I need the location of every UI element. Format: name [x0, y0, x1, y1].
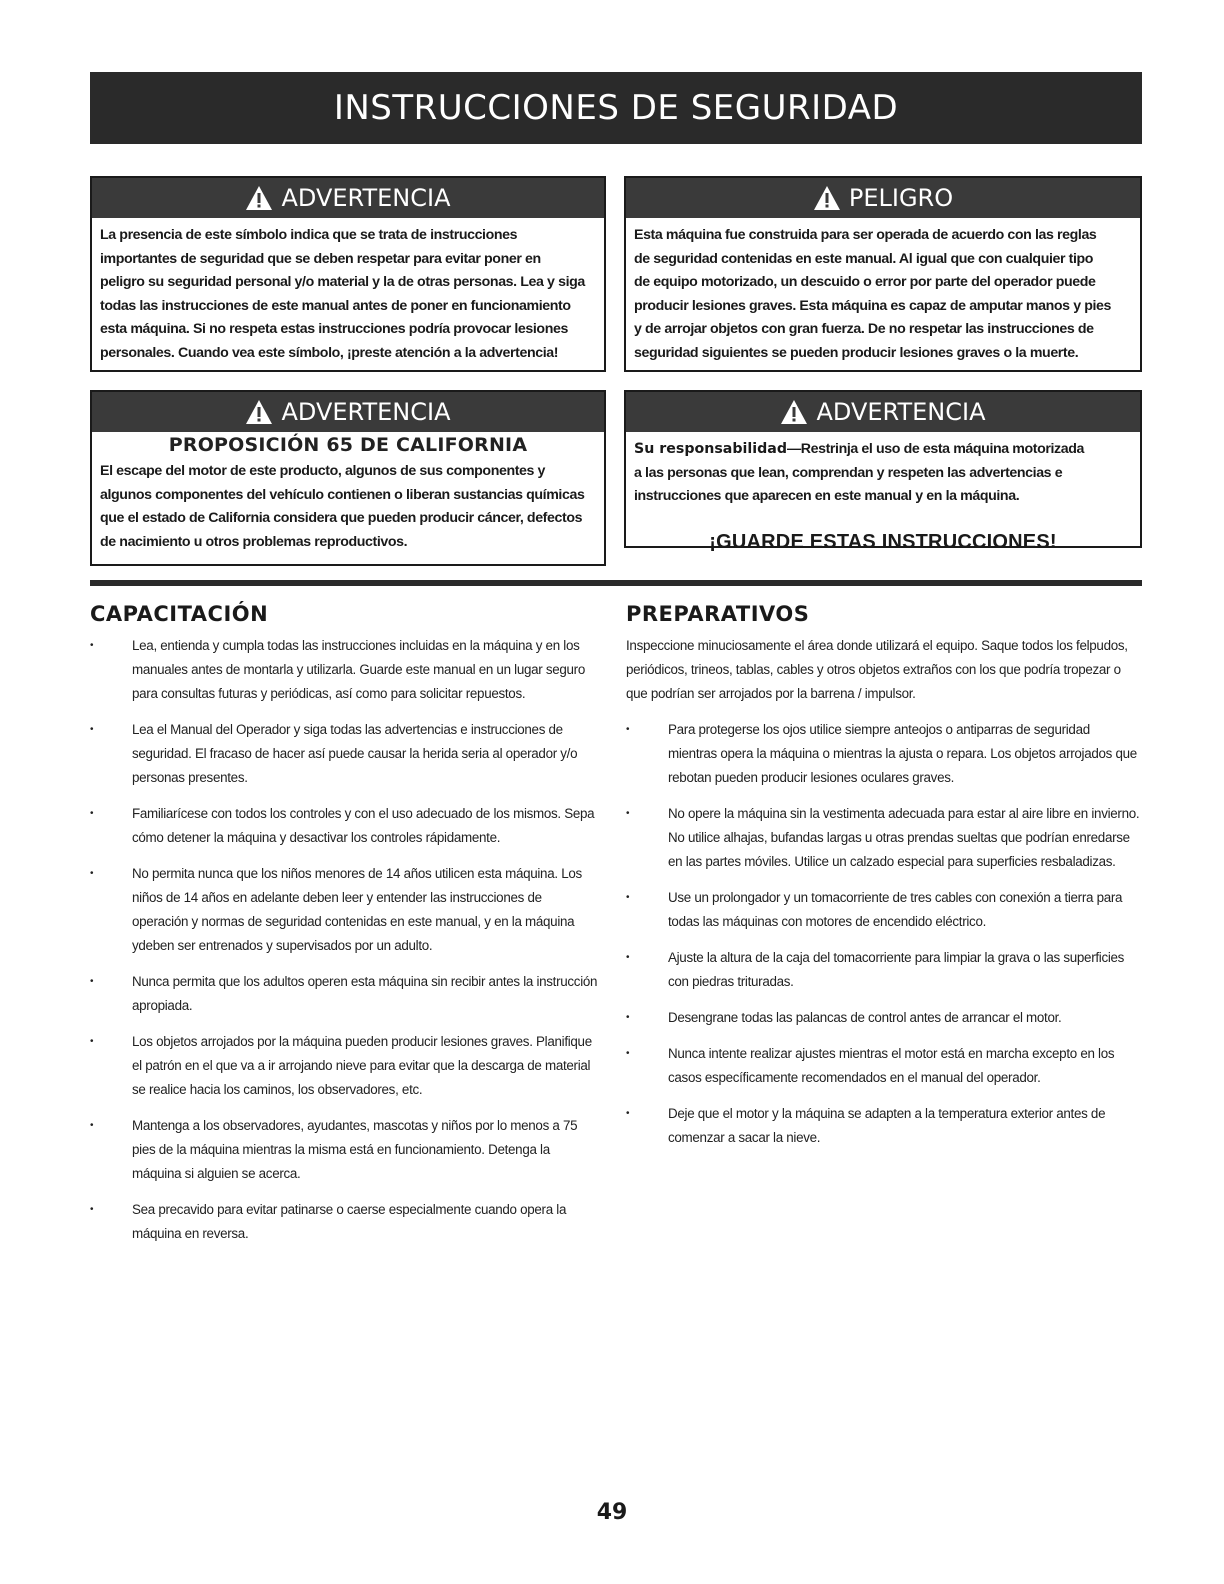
prop65-text [92, 460, 604, 560]
text-line: instrucciones que aparecen en este manual y en la máquina. [634, 488, 1020, 505]
list-item: • Deje que el motor y la máquina se adapten a la temperatura exterior antes de comenzar a sacar la nieve. [626, 1102, 1140, 1150]
warning-triangle-icon [245, 399, 273, 425]
list-item: • Desengrane todas las palancas de control antes de arrancar el motor. [626, 1006, 1140, 1030]
list-item: • Los objetos arrojados por la máquina pueden producir lesiones graves. Planifique el patrón en el que va a ir arrojando nieve para evitar que la descarga de material se realice hacia los caminos, los observadores, etc. [90, 1030, 600, 1102]
warning-box-header [92, 392, 604, 432]
text-line: de equipo motorizado, un descuido o error por parte del operador puede [634, 274, 1096, 291]
list-item: • Ajuste la altura de la caja del tomacorriente para limpiar la grava o las superficies con piedras trituradas. [626, 946, 1140, 994]
text-line: Esta máquina fue construida para ser operada de acuerdo con las reglas [634, 227, 1097, 243]
warning-box-header [92, 178, 604, 218]
warning-box-prop65 [90, 390, 606, 566]
list-item: • Lea el Manual del Operador y siga todas las advertencias e instrucciones de seguridad. El fracaso de hacer así puede causar la herida seria al operador y/o personas presentes. [90, 718, 600, 790]
list-item: • Para protegerse los ojos utilice siempre anteojos o antiparras de seguridad mientras opera la máquina o mientras la ajusta o repara. Los objetos arrojados que rebotan pueden producir lesiones oculares graves. [626, 718, 1140, 790]
preparativos-intro: Inspeccione minuciosamente el área donde utilizará el equipo. Saque todos los felpudos, periódicos, trineos, tablas, cables y otros objetos extraños con los que podría tropezar o que podrían ser arrojados por la barrena / impulsor. [626, 638, 1128, 701]
text-line: esta máquina. Si no respeta estas instrucciones podría provocar lesiones [100, 321, 568, 338]
text-line: de seguridad contenidas en este manual. Al igual que con cualquier tipo [634, 250, 1094, 267]
text-line: algunos componentes del vehículo contienen o liberan sustancias químicas [100, 486, 585, 503]
warning-box-symbol [90, 176, 606, 372]
warning-box-responsibility [624, 390, 1142, 553]
page-number: 49 [596, 1500, 628, 1525]
warning-box-text [92, 218, 604, 372]
responsibility-label: Su responsabilidad [634, 441, 787, 457]
text-line: que el estado de California considera que pueden producir cáncer, defectos [100, 510, 583, 527]
warning-box-title: ADVERTENCIA [281, 398, 451, 426]
text-line: peligro su seguridad personal y/o material y la de otras personas. Lea y siga [100, 274, 585, 291]
list-item: • Sea precavido para evitar patinarse o caerse especialmente cuando opera la máquina en reversa. [90, 1198, 600, 1246]
warning-triangle-icon [780, 399, 808, 425]
capacitacion-list [90, 634, 600, 1246]
warning-box-header [626, 392, 1140, 432]
text-line: todas las instrucciones de este manual antes de poner en funcionamiento [100, 297, 571, 314]
text-line [634, 438, 1132, 462]
danger-box-text [626, 218, 1140, 372]
text-line: de nacimiento u otros problemas reproductivos. [100, 533, 408, 550]
list-item: • Lea, entienda y cumpla todas las instrucciones incluidas en la máquina y en los manuales antes de montarla y utilizarla. Guarde este manual en un lugar seguro para consultas futuras y periódicas, así como para solicitar repuestos. [90, 634, 600, 706]
save-instructions-heading: ¡GUARDE ESTAS INSTRUCCIONES! [709, 530, 1057, 553]
warning-triangle-icon [245, 185, 273, 211]
preparativos-list [626, 718, 1140, 1150]
list-item: • Nunca intente realizar ajustes mientras el motor está en marcha excepto en los casos específicamente recomendados en el manual del operador. [626, 1042, 1140, 1090]
text-line: El escape del motor de este producto, algunos de sus componentes y [100, 463, 546, 479]
text-line: producir lesiones graves. Esta máquina es capaz de amputar manos y pies [634, 297, 1112, 314]
page-banner [90, 72, 1142, 144]
text-line: La presencia de este símbolo indica que se trata de instrucciones [100, 227, 518, 243]
text-line: a las personas que lean, comprendan y respeten las advertencias e [634, 464, 1063, 481]
responsibility-line-rest: —Restrinja el uso de esta máquina motorizada [786, 441, 1084, 457]
list-item: • Use un prolongador y un tomacorriente de tres cables con conexión a tierra para todas las máquinas con motores de encendido eléctrico. [626, 886, 1140, 934]
list-item: • No permita nunca que los niños menores de 14 años utilicen esta máquina. Los niños de 14 años en adelante deben leer y entender las instrucciones de operación y normas de seguridad contenidas en este manual, y en la máquina ydeben ser entrenados y supervisados por un adulto. [90, 862, 600, 958]
danger-box-title: PELIGRO [848, 184, 954, 212]
text-line: y de arrojar objetos con gran fuerza. De no respetar las instrucciones de [634, 321, 1094, 338]
list-item: • Familiarícese con todos los controles y con el uso adecuado de los mismos. Sepa cómo detener la máquina y desactivar los controles rápidamente. [90, 802, 600, 850]
capacitacion-title: CAPACITACIÓN [90, 602, 269, 626]
list-item: • Mantenga a los observadores, ayudantes, mascotas y niños por lo menos a 75 pies de la máquina mientras la misma está en funcionamiento. Detenga la máquina si alguien se acerca. [90, 1114, 600, 1186]
section-divider [90, 580, 1142, 586]
preparativos-title: PREPARATIVOS [626, 602, 810, 626]
preparativos-section [626, 602, 1140, 1162]
prop65-subtitle: PROPOSICIÓN 65 DE CALIFORNIA [168, 434, 528, 456]
list-item: • No opere la máquina sin la vestimenta adecuada para estar al aire libre en invierno. No utilice alhajas, bufandas largas u otras prendas sueltas que podrían enredarse en las partes móviles. Utilice un calzado especial para superficies resbaladizas. [626, 802, 1140, 874]
text-line: importantes de seguridad que se deben respetar para evitar poner en [100, 250, 541, 267]
warning-box-title: ADVERTENCIA [281, 184, 451, 212]
text-line: seguridad siguientes se pueden producir lesiones graves o la muerte. [634, 344, 1079, 361]
danger-box [624, 176, 1142, 372]
warning-triangle-icon [813, 185, 841, 211]
warning-box-title: ADVERTENCIA [816, 398, 986, 426]
danger-box-header [626, 178, 1140, 218]
list-item: • Nunca permita que los adultos operen esta máquina sin recibir antes la instrucción apropiada. [90, 970, 600, 1018]
text-line: personales. Cuando vea este símbolo, ¡preste atención a la advertencia! [100, 344, 559, 361]
banner-title: INSTRUCCIONES DE SEGURIDAD [333, 88, 899, 128]
responsibility-text [626, 432, 1140, 515]
capacitacion-section [90, 602, 600, 1258]
